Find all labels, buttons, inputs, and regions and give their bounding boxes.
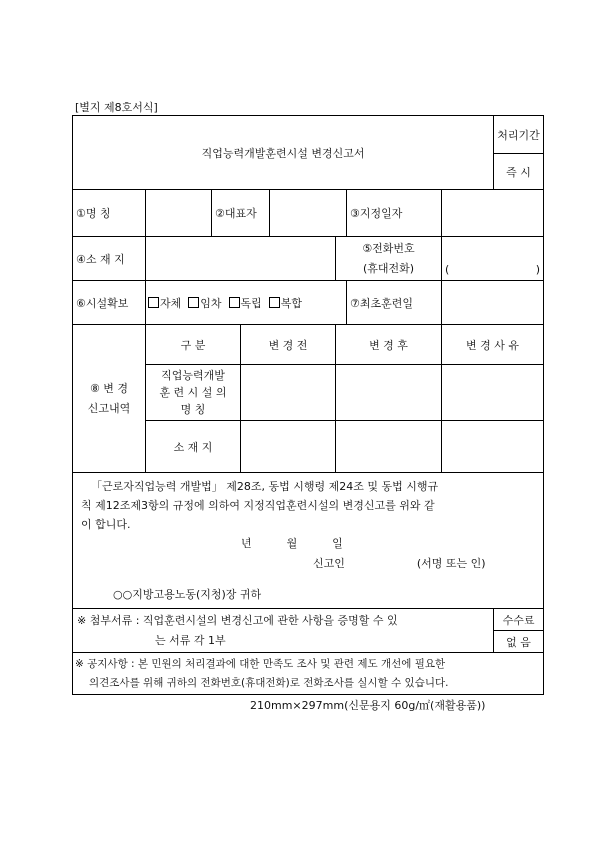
checkbox-icon [148, 297, 159, 308]
signature-label: (서명 또는 인) [416, 557, 486, 570]
name-reason-field[interactable] [442, 365, 544, 421]
change-details-line2: 신고내역 [87, 401, 131, 415]
representative-field[interactable] [270, 190, 347, 237]
name-field[interactable] [146, 190, 212, 237]
option-lease-label: 임차 [200, 296, 222, 310]
notice-line2: 의견조사를 위해 귀하의 전화번호(휴대전화)로 전화조사를 실시할 수 있습니다. [89, 676, 449, 689]
phone-label [336, 237, 442, 281]
header-after: 변 경 후 [336, 325, 442, 365]
address-after-field[interactable] [336, 421, 442, 473]
name-label: ①명 칭 [73, 190, 146, 237]
address-label: ④소 재 지 [73, 237, 146, 281]
fee-label: 수수료 [494, 609, 544, 631]
designation-date-label: ③지정일자 [347, 190, 442, 237]
statement-line2: 칙 제12조제3항의 규정에 의하여 지정직업훈련시설의 변경신고를 위와 같 [81, 499, 435, 512]
option-own[interactable] [148, 297, 181, 310]
phone-label-line1: ⑤전화번호 [362, 241, 415, 255]
checkbox-icon [229, 297, 240, 308]
form-number-label: [별지 제8호서식] [75, 101, 158, 114]
change-details-line1: ⑧ 변 경 [89, 381, 129, 395]
checkbox-icon [188, 297, 199, 308]
facility-label: ⑥시설확보 [73, 281, 146, 325]
change-report-form [72, 115, 541, 694]
address-field[interactable] [146, 237, 336, 281]
row-facility-name-line3: 명 칭 [180, 403, 206, 416]
notice-block [73, 653, 544, 695]
address-reason-field[interactable] [442, 421, 544, 473]
option-independent[interactable] [229, 297, 262, 310]
address-before-field[interactable] [241, 421, 336, 473]
form-title: 직업능력개발훈련시설 변경신고서 [73, 116, 494, 190]
fee-value: 없 음 [494, 631, 544, 653]
checkbox-icon [269, 297, 280, 308]
processing-period-value: 즉 시 [494, 154, 544, 190]
option-own-label: 자체 [160, 296, 182, 310]
statement-date: 년 월 일 [241, 537, 343, 550]
name-after-field[interactable] [336, 365, 442, 421]
notice-line1: ※ 공지사항 : 본 민원의 처리결과에 대한 만족도 조사 및 관련 제도 개선에 필요한 [75, 657, 446, 670]
statement-line3: 이 합니다. [81, 518, 131, 531]
statement-block [73, 473, 544, 609]
header-before: 변 경 전 [241, 325, 336, 365]
option-lease[interactable] [188, 297, 221, 310]
facility-options [146, 281, 347, 325]
first-training-field[interactable] [442, 281, 544, 325]
applicant-label: 신고인 [313, 557, 345, 570]
statement-line1: 「근로자직업능력 개발법」 제28조, 동법 시행령 제24조 및 동법 시행규 [91, 480, 439, 493]
row-facility-name-line1: 직업능력개발 [161, 369, 225, 382]
attachment-line2: 는 서류 각 1부 [155, 633, 226, 647]
option-combined[interactable] [269, 297, 302, 310]
option-independent-label: 독립 [240, 296, 262, 310]
header-category: 구 분 [146, 325, 241, 365]
phone-close-paren: ) [535, 263, 541, 276]
change-details-label [73, 325, 146, 473]
representative-label: ②대표자 [212, 190, 270, 237]
row-address-label: 소 재 지 [146, 421, 241, 473]
phone-open-paren: ( [445, 263, 450, 276]
attachment-line1: ※ 첨부서류 : 직업훈련시설의 변경신고에 관한 사항을 증명할 수 있 [77, 613, 398, 627]
option-combined-label: 복합 [280, 296, 303, 310]
row-facility-name-line2: 훈 련 시 설 의 [159, 386, 227, 399]
row-facility-name-label [146, 365, 241, 421]
phone-field[interactable] [442, 237, 544, 281]
attachment-block [73, 609, 494, 653]
recipient: ○○지방고용노동(지청)장 귀하 [113, 588, 262, 601]
phone-label-line2: (휴대전화) [362, 261, 415, 275]
name-before-field[interactable] [241, 365, 336, 421]
processing-period-label: 처리기간 [494, 116, 544, 154]
paper-spec: 210mm×297mm(신문용지 60g/㎡(재활용품)) [250, 699, 486, 712]
designation-date-field[interactable] [442, 190, 544, 237]
header-reason: 변 경 사 유 [442, 325, 544, 365]
first-training-label: ⑦최초훈련일 [347, 281, 442, 325]
